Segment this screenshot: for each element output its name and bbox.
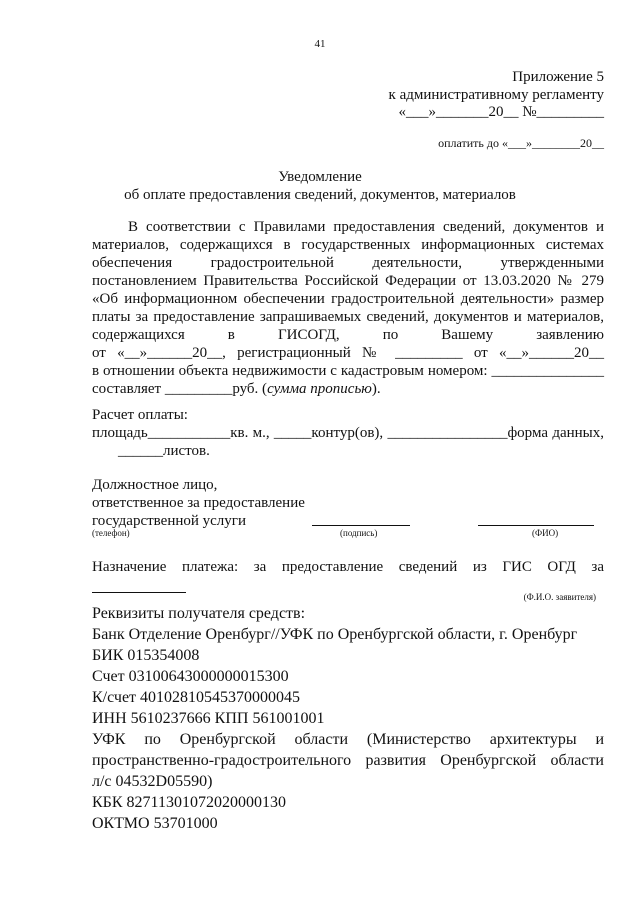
payer-name-line <box>92 592 186 593</box>
signature-label: (подпись) <box>340 528 378 538</box>
body-line-7: содержащихся в ГИСОГД, по Вашему заявлению <box>92 327 604 343</box>
body-line-6: платы за предоставление запрашиваемых сведений, документов и материалов, <box>92 309 604 325</box>
ufk-line-3: л/с 04532D05590) <box>92 773 213 790</box>
phone-label: (телефон) <box>92 528 130 538</box>
calc-heading: Расчет оплаты: <box>92 407 188 423</box>
fio-line <box>478 525 594 526</box>
official-line-3: государственной услуги <box>92 513 246 529</box>
calc-line-2: ______листов. <box>118 443 210 459</box>
body-line-8: от «__»______20__, регистрационный № _________ от «__»______20__ <box>92 345 604 361</box>
correspondent-account: К/счет 40102810545370000045 <box>92 689 301 706</box>
body-line-4: постановлением Правительства Российской Федерации от 13.03.2020 № 279 <box>92 273 604 289</box>
notice-title: Уведомление <box>278 169 362 185</box>
notice-subtitle: об оплате предоставления сведений, документов, материалов <box>124 187 516 203</box>
pay-until: оплатить до «___»________20__ <box>438 136 604 150</box>
kbk: КБК 82711301072020000130 <box>92 794 286 811</box>
body-line-1: В соответствии с Правилами предоставления сведений, документов и <box>128 219 604 235</box>
requisites-heading: Реквизиты получателя средств: <box>92 605 306 622</box>
body-line-3: обеспечения градостроительной деятельности, утвержденными <box>92 255 604 271</box>
oktmo: ОКТМО 53701000 <box>92 815 218 832</box>
official-line-1: Должностное лицо, <box>92 477 218 493</box>
official-line-2: ответственное за предоставление <box>92 495 305 511</box>
ufk-line-1: УФК по Оренбургской области (Министерство архитектуры и <box>92 731 604 748</box>
payment-purpose: Назначение платежа: за предоставление сведений из ГИС ОГД за <box>92 559 604 575</box>
body-line-10 <box>92 380 381 398</box>
account-number: Счет 03100643000000015300 <box>92 668 289 685</box>
body-line-5: «Об информационном обеспечении градостроительной деятельности» размер <box>92 291 604 307</box>
payer-name-label: (Ф.И.О. заявителя) <box>523 592 596 602</box>
ufk-line-2: пространственно-градостроительного развития Оренбургской области <box>92 752 604 769</box>
body-line-2: материалов, содержащихся в государственных информационных системах <box>92 237 604 253</box>
bank-name: Банк Отделение Оренбург//УФК по Оренбургской области, г. Оренбург <box>92 626 578 643</box>
page-number: 41 <box>314 38 326 50</box>
amount-suffix: ). <box>371 381 381 397</box>
regulation-reference: к административному регламенту <box>388 87 604 103</box>
signature-line <box>312 525 410 526</box>
regulation-date-number: «___»_______20__ №_________ <box>398 104 604 120</box>
bik: БИК 015354008 <box>92 647 200 664</box>
body-line-9: в отношении объекта недвижимости с кадастровым номером: _______________ <box>92 363 604 379</box>
amount-in-words-hint: сумма прописью <box>267 381 372 397</box>
amount-prefix: составляет _________руб. ( <box>92 381 268 397</box>
fio-label: (ФИО) <box>532 528 559 538</box>
inn-kpp: ИНН 5610237666 КПП 561001001 <box>92 710 325 727</box>
appendix-label: Приложение 5 <box>512 69 604 85</box>
calc-line-1: площадь___________кв. м., _____контур(ов), ________________форма данных, <box>92 425 604 441</box>
